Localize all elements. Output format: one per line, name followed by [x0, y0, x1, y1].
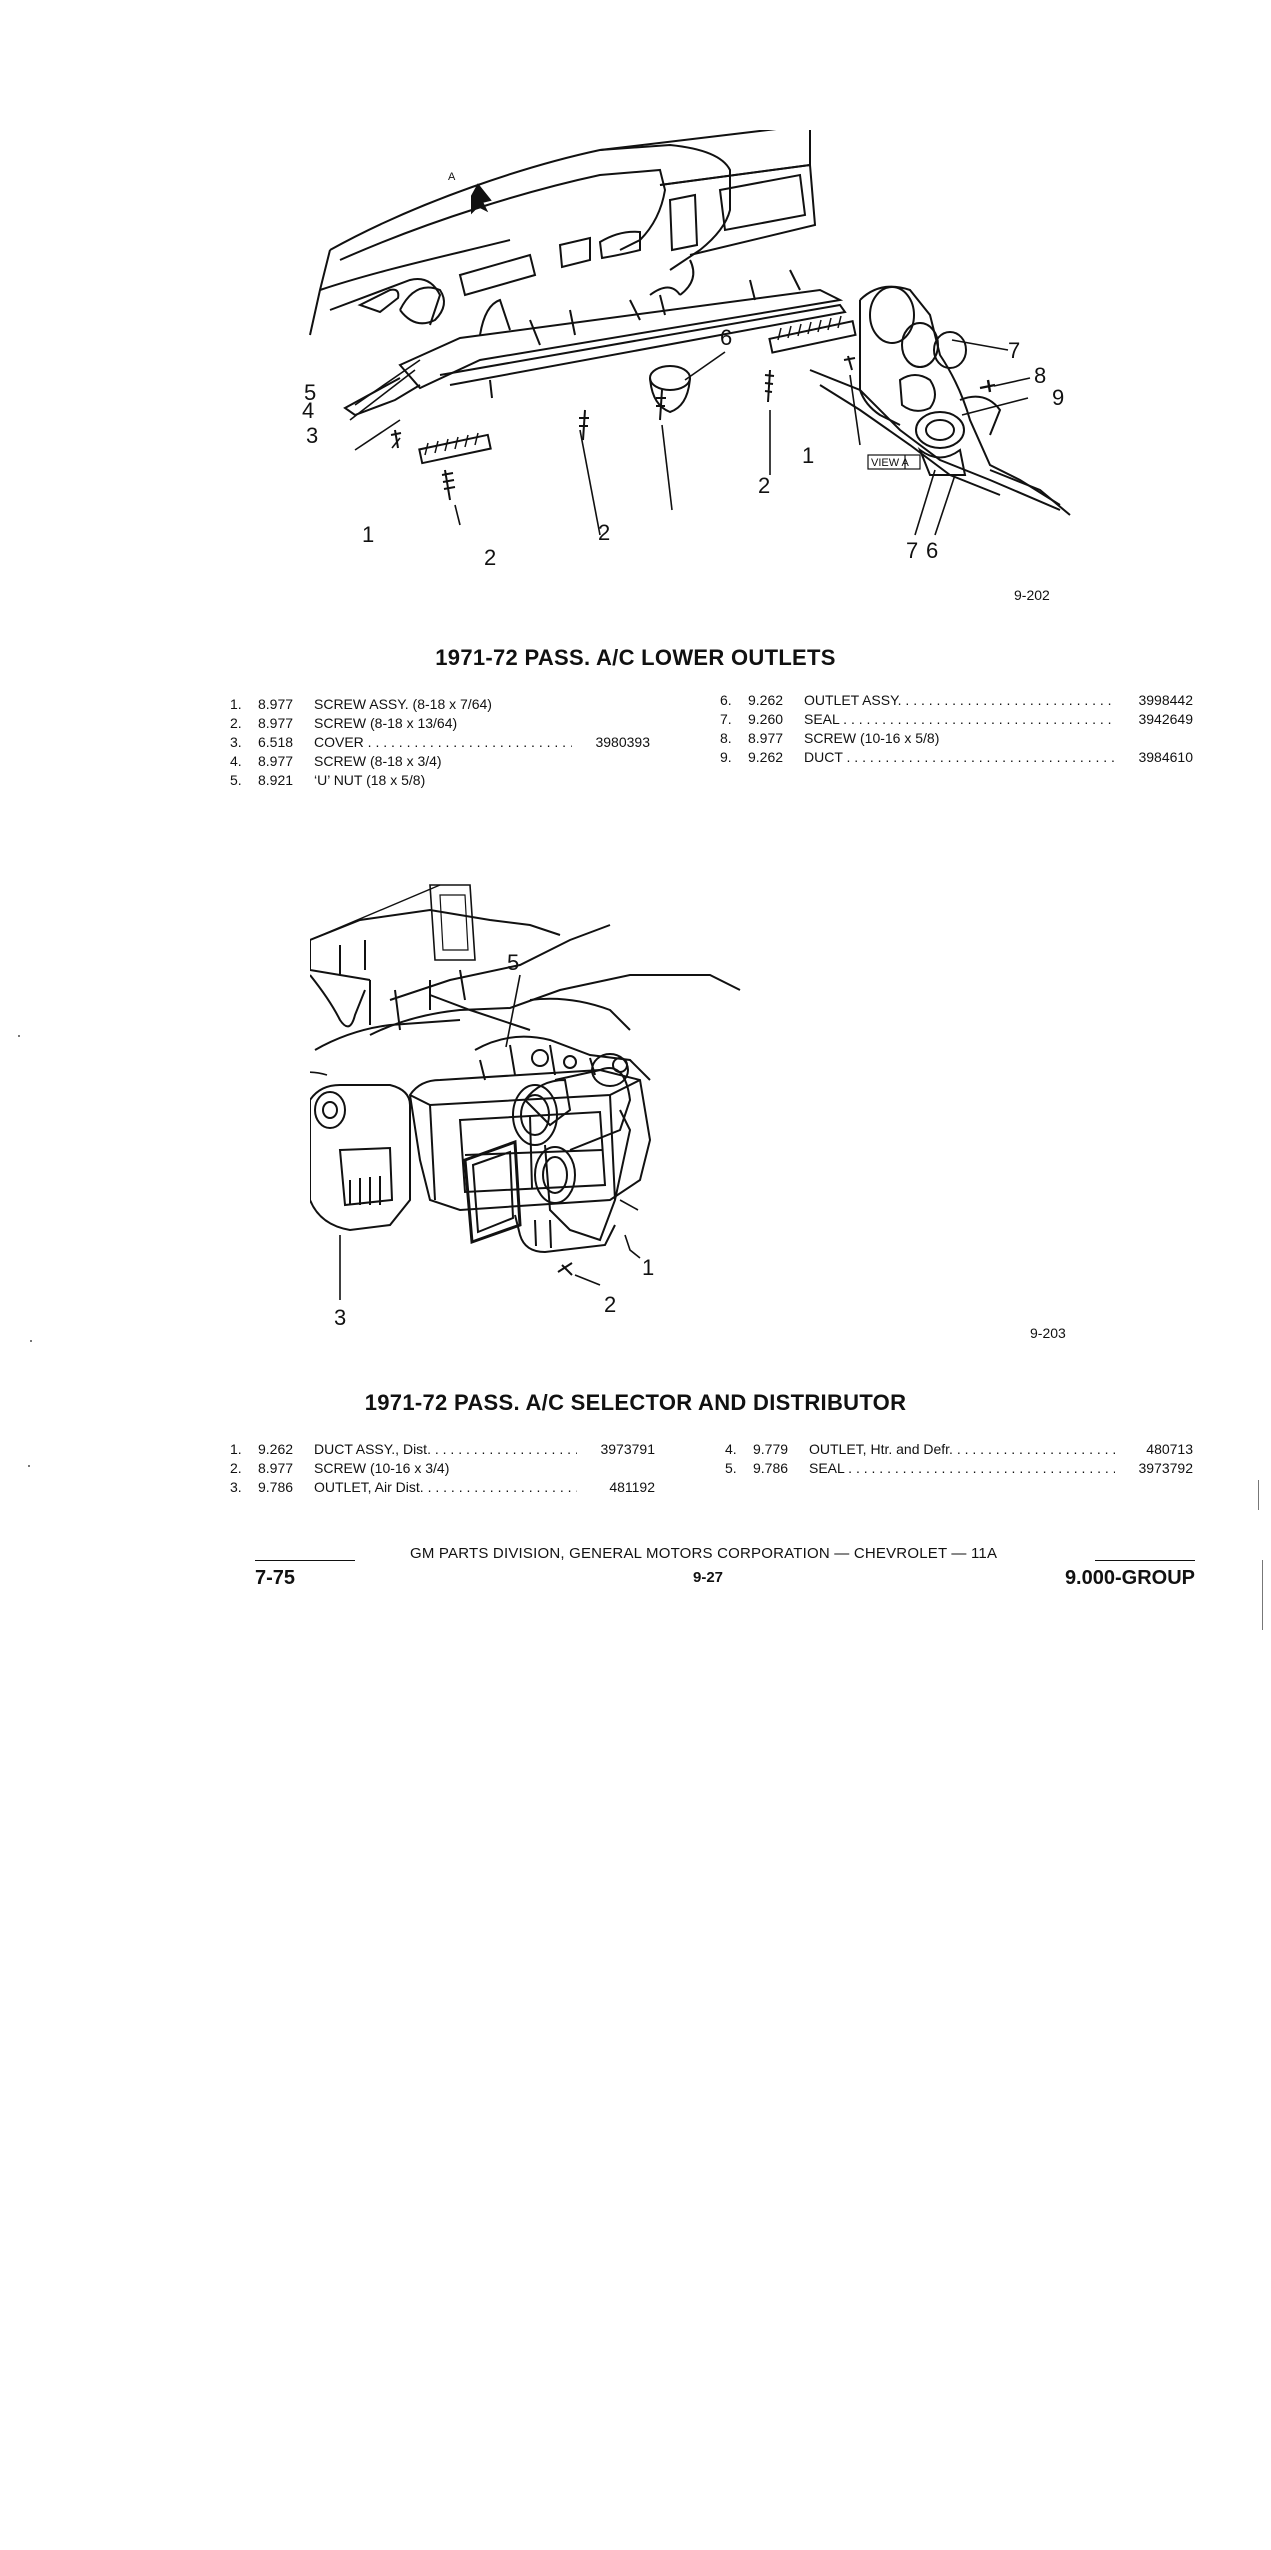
part-number: [572, 752, 650, 771]
view-a-label: VIEW A: [871, 457, 909, 469]
callout-5: 5: [507, 950, 520, 975]
item-number: 4.: [230, 753, 242, 769]
part-description: SEAL . . .: [804, 710, 1115, 729]
item-number: 8.: [720, 730, 732, 746]
callout-3: 3: [306, 423, 319, 448]
figure-lower-outlets: [300, 130, 1100, 610]
part-number: [572, 695, 650, 714]
parts-list-item: [230, 695, 650, 714]
item-number: 2.: [230, 715, 242, 731]
parts-list-item: [230, 771, 650, 790]
callout-1-left: 1: [362, 522, 375, 547]
group-number: 9.262: [258, 1441, 294, 1457]
part-description: SCREW (8-18 x 13/64): [314, 715, 458, 731]
parts-list-item: [720, 748, 1193, 767]
view-marker: A: [448, 171, 456, 183]
part-number: 3998442: [1138, 692, 1193, 708]
figure-code: 9-202: [1014, 587, 1050, 603]
callout-6-bottom: 6: [926, 538, 939, 563]
part-description: SCREW (8-18 x 3/4): [314, 753, 442, 769]
callout-9: 9: [1052, 385, 1065, 410]
group-number: 8.977: [258, 696, 294, 712]
callout-5: 5: [304, 380, 317, 405]
part-description: OUTLET ASSY. . . .: [804, 691, 1115, 710]
parts-list-item: [230, 714, 650, 733]
footer-rule: [1095, 1560, 1195, 1561]
parts-list-item: [230, 1478, 655, 1497]
item-number: 2.: [230, 1460, 242, 1476]
section-title: 1971-72 PASS. A/C LOWER OUTLETS: [435, 645, 836, 670]
part-number: 481192: [609, 1479, 655, 1495]
scan-speck: [18, 1035, 20, 1037]
group-number: 9.786: [258, 1479, 294, 1495]
part-description: SCREW (10-16 x 3/4): [314, 1460, 450, 1476]
page-number-left: 7-75: [255, 1567, 296, 1589]
section-title: 1971-72 PASS. A/C SELECTOR AND DISTRIBUTOR: [364, 1390, 907, 1415]
group-number: 8.977: [258, 1460, 294, 1476]
callout-1-right: 1: [802, 443, 815, 468]
parts-list-left: [230, 695, 650, 790]
part-number: 3980393: [595, 734, 650, 750]
part-number: 480713: [1146, 1441, 1193, 1457]
part-number: [1115, 729, 1193, 748]
part-number: [572, 714, 650, 733]
callout-2-right: 2: [758, 473, 771, 498]
parts-list-item: [720, 729, 1193, 748]
part-number: 3973791: [600, 1441, 655, 1457]
group-number: 9.262: [748, 692, 784, 708]
part-description: DUCT ASSY., Dist. . . .: [314, 1440, 577, 1459]
selector-distributor-illustration: [310, 880, 1100, 1350]
callout-1: 1: [642, 1255, 655, 1280]
parts-list-item: [720, 710, 1193, 729]
item-number: 4.: [725, 1441, 737, 1457]
parts-list-item: [230, 733, 650, 752]
item-number: 9.: [720, 749, 732, 765]
callout-8: 8: [1034, 363, 1047, 388]
group-number: 8.977: [748, 730, 784, 746]
callout-6: 6: [720, 325, 733, 350]
callout-2-center: 2: [598, 520, 611, 545]
part-description: OUTLET, Air Dist. . . .: [314, 1478, 577, 1497]
parts-list-item: [725, 1440, 1193, 1459]
group-number: 8.921: [258, 772, 294, 788]
group-number: 8.977: [258, 753, 294, 769]
group-number: 9.000-GROUP: [1064, 1567, 1195, 1589]
scan-speck: [28, 1465, 30, 1467]
scan-speck: [1262, 1560, 1263, 1630]
group-number: 8.977: [258, 715, 294, 731]
lower-outlets-illustration: [300, 130, 1100, 610]
part-description: ‘U’ NUT (18 x 5/8): [314, 772, 426, 788]
group-number: 6.518: [258, 734, 294, 750]
callout-3: 3: [334, 1305, 347, 1330]
part-description: SEAL . . .: [809, 1459, 1115, 1478]
footer-corporation: GM PARTS DIVISION, GENERAL MOTORS CORPORATION — CHEVROLET — 11A: [410, 1545, 998, 1562]
item-number: 7.: [720, 711, 732, 727]
item-number: 1.: [230, 1441, 242, 1457]
part-description: OUTLET, Htr. and Defr. . . .: [809, 1440, 1115, 1459]
group-number: 9.779: [753, 1441, 789, 1457]
part-description: COVER . . .: [314, 733, 572, 752]
callout-4: 4: [302, 398, 315, 423]
group-number: 9.786: [753, 1460, 789, 1476]
part-number: 3984610: [1138, 749, 1193, 765]
callout-7-top: 7: [1008, 338, 1021, 363]
footer-rule: [255, 1560, 355, 1561]
group-number: 9.262: [748, 749, 784, 765]
parts-list-right: [725, 1440, 1193, 1478]
item-number: 5.: [725, 1460, 737, 1476]
parts-list-item: [230, 1459, 655, 1478]
scan-speck: [30, 1340, 32, 1342]
item-number: 3.: [230, 1479, 242, 1495]
part-number: 3942649: [1138, 711, 1193, 727]
parts-list-item: [230, 752, 650, 771]
item-number: 3.: [230, 734, 242, 750]
item-number: 1.: [230, 696, 242, 712]
part-description: SCREW ASSY. (8-18 x 7/64): [314, 696, 492, 712]
group-number: 9.260: [748, 711, 784, 727]
item-number: 5.: [230, 772, 242, 788]
parts-list-item: [230, 1440, 655, 1459]
parts-list-left: [230, 1440, 655, 1497]
part-number: 3973792: [1138, 1460, 1193, 1476]
callout-2-left: 2: [484, 545, 497, 570]
scan-speck: [1258, 1480, 1259, 1510]
figure-code: 9-203: [1030, 1325, 1066, 1341]
parts-list-item: [725, 1459, 1193, 1478]
parts-list-item: [720, 691, 1193, 710]
page-number-center: 9-27: [693, 1569, 724, 1586]
callout-7-bottom: 7: [906, 538, 919, 563]
callout-2: 2: [604, 1292, 617, 1317]
part-number: [572, 771, 650, 790]
item-number: 6.: [720, 692, 732, 708]
figure-selector-distributor: [310, 880, 1100, 1350]
part-number: [577, 1459, 655, 1478]
part-description: DUCT . . .: [804, 748, 1115, 767]
parts-list-right: [720, 691, 1193, 767]
part-description: SCREW (10-16 x 5/8): [804, 730, 940, 746]
